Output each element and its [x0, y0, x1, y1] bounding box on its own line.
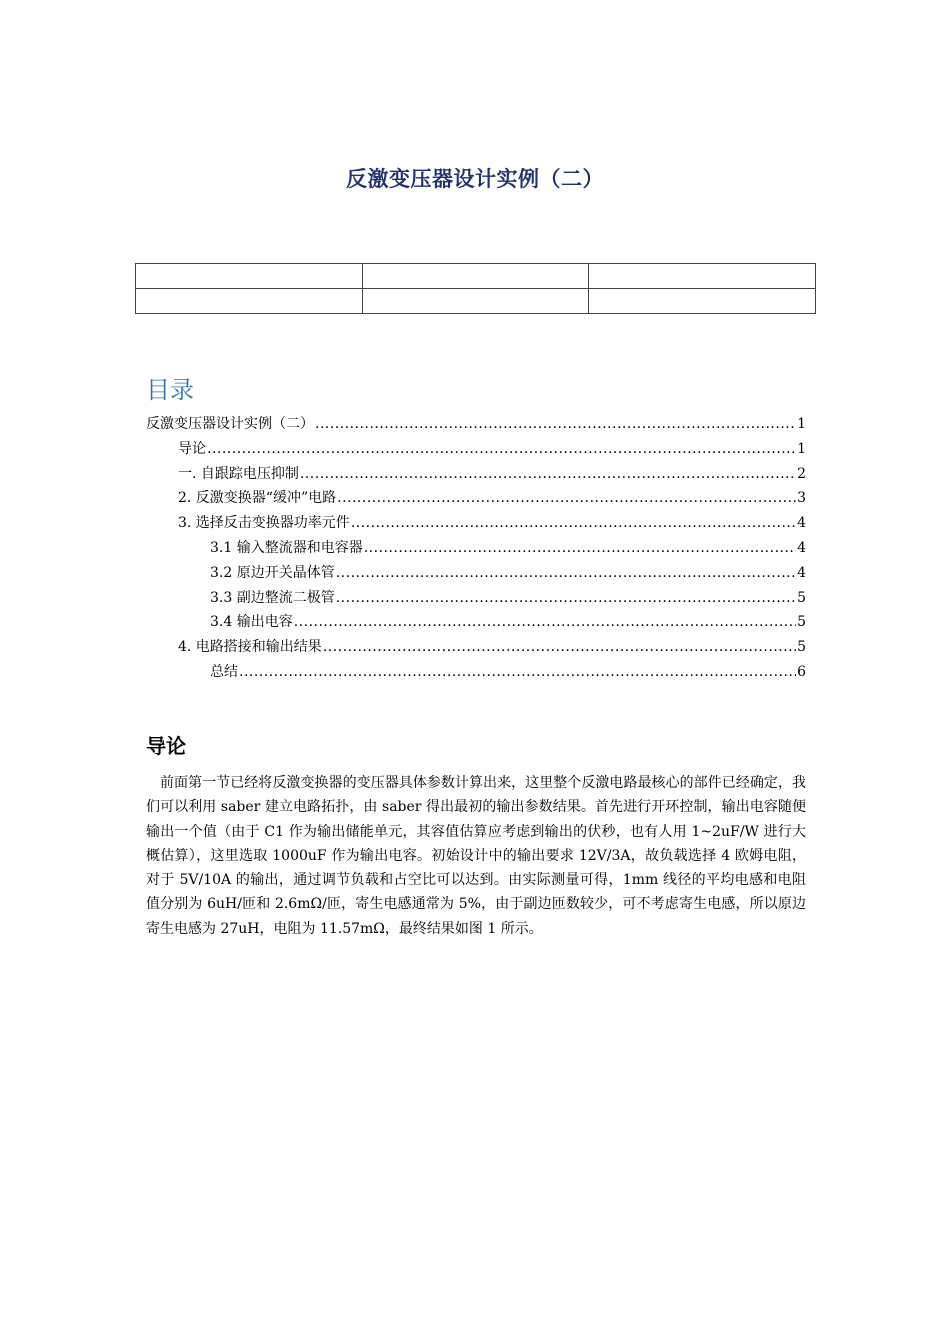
table-row: [136, 264, 816, 289]
toc-leader-dots: [300, 462, 796, 487]
toc-leader-dots: [315, 412, 796, 437]
toc-entry-page: 5: [797, 614, 806, 631]
toc-heading: 目录: [146, 376, 194, 404]
table-cell: [136, 264, 363, 289]
table-cell: [362, 264, 589, 289]
toc-entry-text: 3.1 输入整流器和电容器: [210, 539, 363, 556]
table-of-contents: [146, 412, 806, 685]
toc-entry-text: 反激变压器设计实例（二）: [146, 416, 314, 432]
toc-entry[interactable]: [146, 586, 806, 611]
body-paragraph: 前面第一节已经将反激变换器的变压器具体参数计算出来，这里整个反激电路最核心的部件已经确定，我们可以利用 saber 建立电路拓扑，由 saber 得出最初的输出参数结果。首先进行开环控制，输出电容随便输出一个值（由于 C1 作为输出储能单元，其容值估算应考虑到输出的伏秒，也有人用 1~2uF/W 进行大概估算），这里选取 1000uF 作为输出电容。初始设计中的输出要求 12V/3A，故负载选择 4 欧姆电阻，对于 5V/10A 的输出，通过调节负载和占空比可以达到。由实际测量可得，1mm 线径的平均电感和电阻值分别为 6uH/匝和 2.6mΩ/匝，寄生电感通常为 5%，由于副边匝数较少，可不考虑寄生电感，所以原边寄生电感为 27uH，电阻为 11.57mΩ，最终结果如图 1 所示。: [146, 775, 806, 937]
toc-entry-text: 总结: [210, 663, 238, 680]
toc-entry[interactable]: [146, 412, 806, 437]
toc-entry[interactable]: [146, 660, 806, 685]
toc-entry-text: 4. 电路搭接和输出结果: [178, 639, 322, 656]
toc-entry[interactable]: [146, 635, 806, 660]
toc-leader-dots: [207, 437, 796, 462]
toc-leader-dots: [337, 486, 796, 511]
toc-leader-dots: [323, 635, 796, 660]
toc-entry[interactable]: [146, 511, 806, 536]
toc-entry-text: 3.3 副边整流二极管: [210, 589, 335, 606]
toc-entry-text: 3. 选择反击变换器功率元件: [178, 515, 350, 532]
toc-entry[interactable]: [146, 536, 806, 561]
toc-entry-page: 1: [797, 440, 806, 457]
toc-entry[interactable]: [146, 486, 806, 511]
table-cell: [136, 289, 363, 314]
toc-entry-text: 一. 自跟踪电压抑制: [178, 465, 299, 482]
toc-leader-dots: [239, 660, 796, 685]
document-title: 反激变压器设计实例（二）: [346, 166, 604, 191]
toc-leader-dots: [351, 511, 796, 536]
toc-entry[interactable]: [146, 610, 806, 635]
toc-entry[interactable]: [146, 462, 806, 487]
toc-entry-page: 3: [797, 490, 806, 507]
toc-leader-dots: [294, 610, 796, 635]
toc-entry-text: 导论: [178, 440, 206, 457]
toc-entry-page: 5: [797, 639, 806, 656]
toc-entry-page: 1: [797, 416, 806, 432]
table-row: [136, 289, 816, 314]
toc-entry[interactable]: [146, 561, 806, 586]
toc-entry-text: 2. 反激变换器“缓冲”电路: [178, 490, 337, 507]
toc-entry-text: 3.2 原边开关晶体管: [210, 564, 335, 581]
toc-entry-page: 2: [797, 465, 806, 482]
info-table: [135, 263, 816, 314]
toc-entry-page: 4: [797, 515, 806, 532]
toc-leader-dots: [364, 536, 796, 561]
table-cell: [589, 289, 816, 314]
toc-entry-page: 4: [797, 564, 806, 581]
toc-entry-page: 5: [797, 589, 806, 606]
section-heading: 导论: [146, 734, 186, 758]
toc-entry-page: 6: [797, 663, 806, 680]
toc-leader-dots: [336, 586, 796, 611]
toc-entry-page: 4: [797, 539, 806, 556]
toc-entry-text: 3.4 输出电容: [210, 614, 293, 631]
table-cell: [589, 264, 816, 289]
toc-entry[interactable]: [146, 437, 806, 462]
toc-leader-dots: [336, 561, 796, 586]
table-cell: [362, 289, 589, 314]
